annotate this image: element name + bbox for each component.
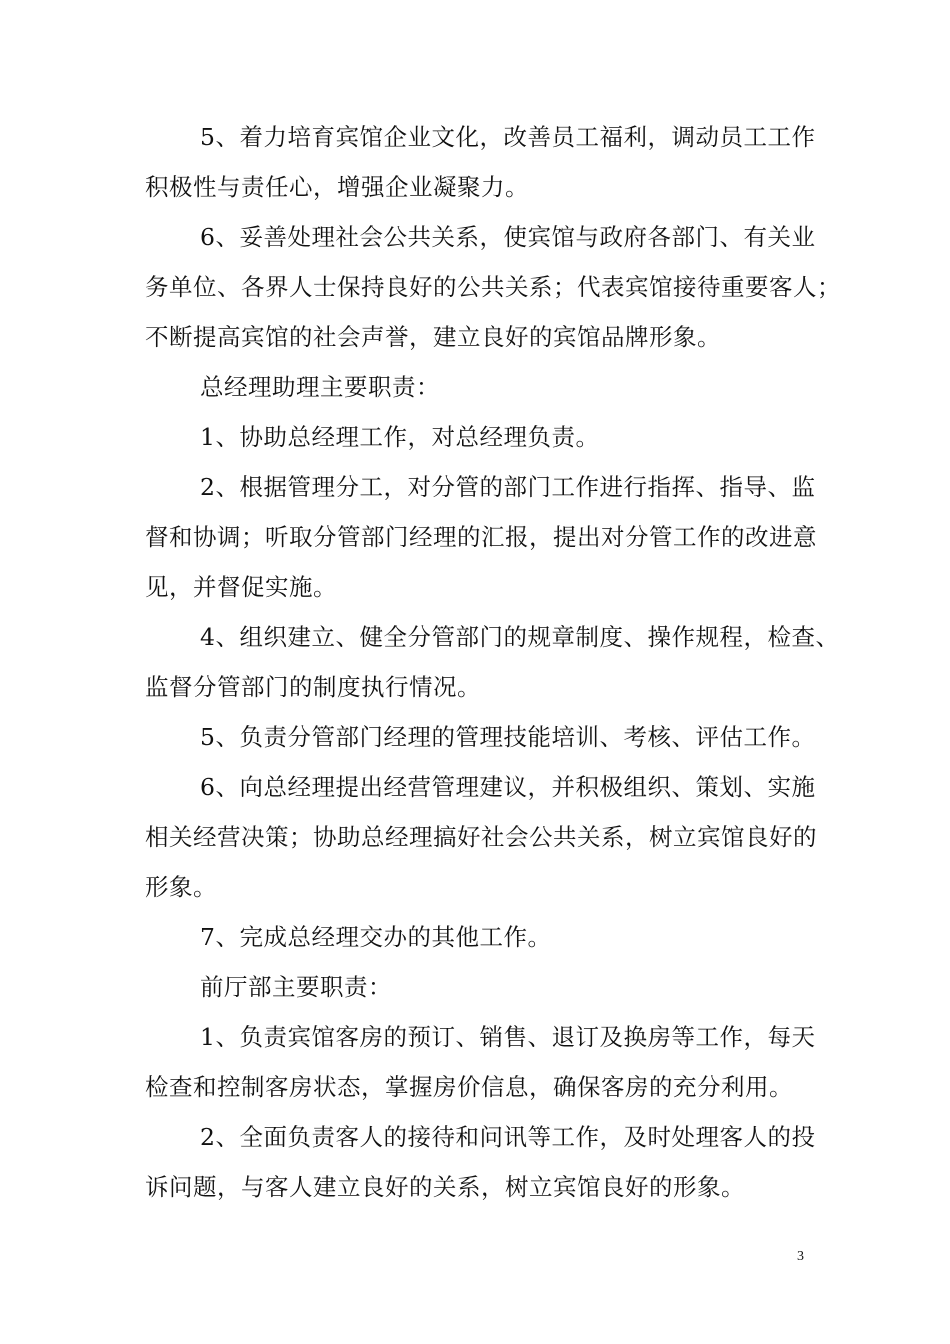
text-line: 1、负责宾馆客房的预订、销售、退订及换房等工作，每天 — [200, 1023, 816, 1051]
text-line: 5、负责分管部门经理的管理技能培训、考核、评估工作。 — [200, 723, 816, 751]
text-line: 6、向总经理提出经营管理建议，并积极组织、策划、实施 — [200, 773, 816, 801]
text-line: 见，并督促实施。 — [145, 573, 337, 601]
text-line: 2、全面负责客人的接待和问讯等工作，及时处理客人的投 — [200, 1123, 816, 1151]
text-line: 7、完成总经理交办的其他工作。 — [200, 923, 552, 951]
page-number: 3 — [797, 1249, 804, 1264]
section-heading: 前厅部主要职责： — [200, 973, 392, 1001]
text-line: 4、组织建立、健全分管部门的规章制度、操作规程，检查、 — [200, 623, 840, 651]
section-heading: 总经理助理主要职责： — [200, 373, 440, 401]
text-line: 积极性与责任心，增强企业凝聚力。 — [145, 173, 529, 201]
text-line: 监督分管部门的制度执行情况。 — [145, 673, 481, 701]
text-line: 2、根据管理分工，对分管的部门工作进行指挥、指导、监 — [200, 473, 816, 501]
text-line: 5、着力培育宾馆企业文化，改善员工福利，调动员工工作 — [200, 123, 816, 151]
text-line: 相关经营决策；协助总经理搞好社会公共关系，树立宾馆良好的 — [145, 823, 817, 851]
text-line: 不断提高宾馆的社会声誉，建立良好的宾馆品牌形象。 — [145, 323, 721, 351]
text-line: 督和协调；听取分管部门经理的汇报，提出对分管工作的改进意 — [145, 523, 817, 551]
text-line: 检查和控制客房状态，掌握房价信息，确保客房的充分利用。 — [145, 1073, 793, 1101]
text-line: 形象。 — [145, 873, 217, 901]
text-line: 诉问题，与客人建立良好的关系，树立宾馆良好的形象。 — [145, 1173, 745, 1201]
text-line: 6、妥善处理社会公共关系，使宾馆与政府各部门、有关业 — [200, 223, 816, 251]
text-line: 务单位、各界人士保持良好的公共关系；代表宾馆接待重要客人； — [145, 273, 841, 301]
text-line: 1、协助总经理工作，对总经理负责。 — [200, 423, 600, 451]
